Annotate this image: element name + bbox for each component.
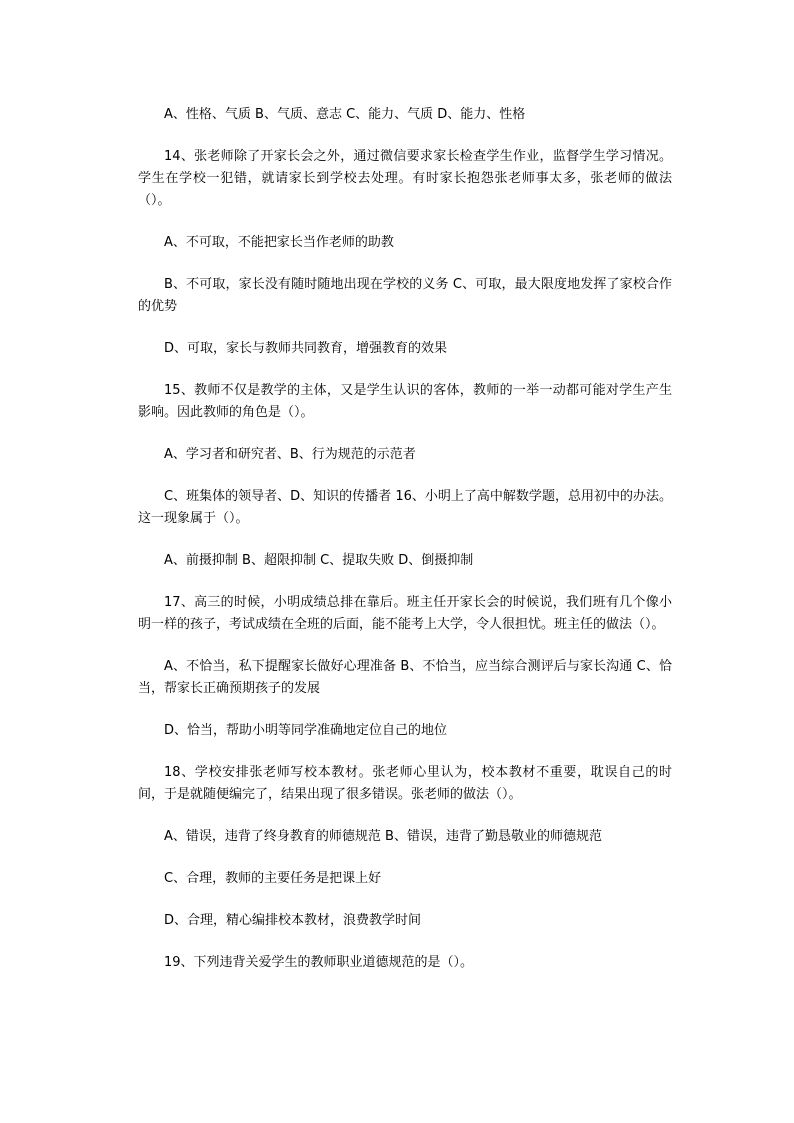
option-paragraph: A、性格、气质 B、气质、意志 C、能力、气质 D、能力、性格 <box>164 107 526 122</box>
option-paragraph: B、不可取，家长没有随时随地出现在学校的义务 C、可取，最大限度地发挥了家校合作的优势 <box>138 277 672 314</box>
option-paragraph: D、恰当，帮助小明等同学准确地定位自己的地位 <box>164 723 448 738</box>
option-paragraph: C、班集体的领导者、D、知识的传播者 16、小明上了高中解数学题，总用初中的办法。这一现象属于（）。 <box>138 489 672 526</box>
question-paragraph: 15、教师不仅是教学的主体，又是学生认识的客体，教师的一举一动都可能对学生产生影响。因此教师的角色是（）。 <box>138 383 672 420</box>
question-paragraph: 14、张老师除了开家长会之外，通过微信要求家长检查学生作业，监督学生学习情况。学生在学校一犯错，就请家长到学校去处理。有时家长抱怨张老师事太多，张老师的做法（）。 <box>138 149 672 208</box>
option-paragraph: A、不可取，不能把家长当作老师的助教 <box>164 235 394 250</box>
question-paragraph: 18、学校安排张老师写校本教材。张老师心里认为，校本教材不重要，耽误自己的时间，于是就随便编完了，结果出现了很多错误。张老师的做法（）。 <box>138 765 672 802</box>
document-text-column <box>138 104 672 974</box>
option-paragraph: A、学习者和研究者、B、行为规范的示范者 <box>164 447 416 462</box>
question-paragraph: 19、下列违背关爱学生的教师职业道德规范的是（）。 <box>164 955 474 970</box>
option-paragraph: D、可取，家长与教师共同教育，增强教育的效果 <box>164 341 448 356</box>
question-paragraph: 17、高三的时候，小明成绩总排在靠后。班主任开家长会的时候说，我们班有几个像小明一样的孩子，考试成绩在全班的后面，能不能考上大学，令人很担忧。班主任的做法（）。 <box>138 595 672 632</box>
option-paragraph: A、错误，违背了终身教育的师德规范 B、错误，违背了勤恳敬业的师德规范 <box>164 829 602 844</box>
option-paragraph: A、不恰当，私下提醒家长做好心理准备 B、不恰当，应当综合测评后与家长沟通 C、恰当，帮家长正确预期孩子的发展 <box>138 659 672 696</box>
option-paragraph: C、合理，教师的主要任务是把课上好 <box>164 871 382 886</box>
option-paragraph: A、前摄抑制 B、超限抑制 C、提取失败 D、倒摄抑制 <box>164 553 474 568</box>
option-paragraph: D、合理，精心编排校本教材，浪费教学时间 <box>164 913 422 928</box>
